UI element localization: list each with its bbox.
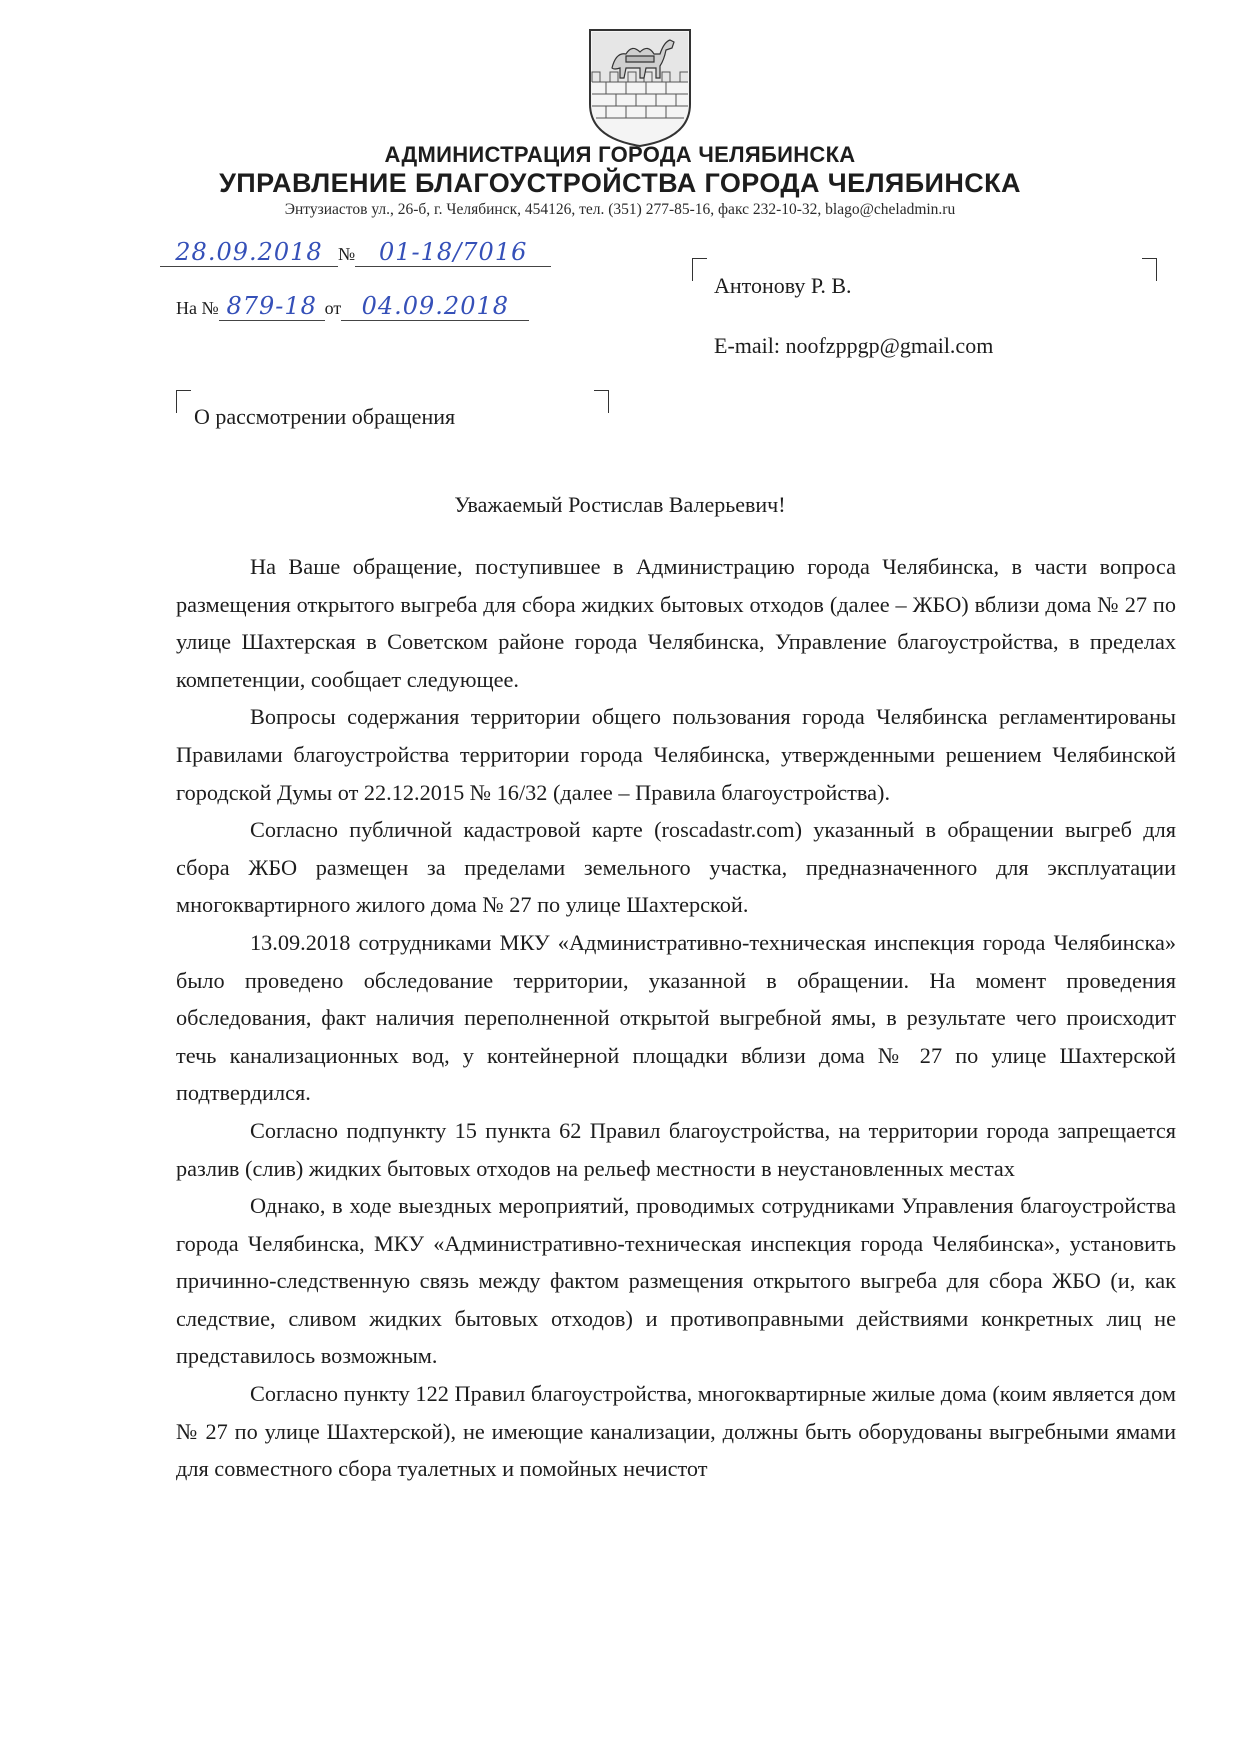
in-reply-label: На №	[176, 298, 219, 318]
addressee-name: Антонову Р. В.	[714, 273, 852, 298]
addressee-email: E-mail: noofzppgp@gmail.com	[714, 333, 994, 358]
subject-bracket-right	[594, 390, 609, 413]
outgoing-date: 28.09.2018	[160, 238, 338, 267]
addressee-bracket-right	[1142, 258, 1157, 281]
body-paragraph: Вопросы содержания территории общего пользования города Челябинска регламентированы Правилами благоустройства территории города Челябинска, утвержденными решением Челябинской городской Думы от 22.12.2015 № 16/32 (далее – Правила благоустройства).	[176, 704, 1176, 805]
body-paragraph: Согласно пункту 122 Правил благоустройства, многоквартирные жилые дома (коим является дом № 27 по улице Шахтерской), не имеющие канализации, должны быть оборудованы выгребными ямами для совместного сбора туалетных и помойных нечистот	[176, 1381, 1176, 1482]
department-name: УПРАВЛЕНИЕ БЛАГОУСТРОЙСТВА ГОРОДА ЧЕЛЯБИНСКА	[219, 168, 1021, 198]
organization-name: АДМИНИСТРАЦИЯ ГОРОДА ЧЕЛЯБИНСКА	[384, 142, 856, 167]
incoming-reference	[176, 292, 529, 321]
incoming-date: 04.09.2018	[341, 292, 529, 321]
city-emblem-icon	[586, 26, 694, 150]
addressee-bracket-left	[692, 258, 707, 281]
body-paragraph: 13.09.2018 сотрудниками МКУ «Административно-техническая инспекция города Челябинска» было проведено обследование территории, указанной в обращении. На момент проведения обследования, факт наличия переполненной открытой выгребной ямы, в результате чего происходит течь канализационных вод, у контейнерной площадки вблизи дома № 27 по улице Шахтерской подтвердился.	[176, 929, 1176, 1106]
body-paragraph: Однако, в ходе выездных мероприятий, проводимых сотрудниками Управления благоустройства города Челябинска, МКУ «Административно-техническая инспекция города Челябинска», установить причинно-следственную связь между фактом размещения открытого выгреба для сбора ЖБО (и, как следствие, сливом жидких бытовых отходов) и противоправными действиями конкретных лиц не представилось возможным.	[176, 1193, 1176, 1369]
number-label: №	[338, 244, 356, 264]
body-paragraph: Согласно публичной кадастровой карте (roscadastr.com) указанный в обращении выгреб для сбора ЖБО размещен за пределами земельного участка, предназначенного для эксплуатации многоквартирного жилого дома № 27 по улице Шахтерской.	[176, 817, 1176, 918]
letter-body	[176, 548, 1176, 1488]
from-label: от	[324, 298, 342, 318]
letter-subject: О рассмотрении обращения	[194, 404, 456, 429]
contact-address: Энтузиастов ул., 26-б, г. Челябинск, 454126, тел. (351) 277-85-16, факс 232-10-32, blago@cheladmin.ru	[284, 201, 956, 218]
outgoing-number: 01-18/7016	[355, 238, 551, 267]
salutation: Уважаемый Ростислав Валерьевич!	[454, 492, 786, 517]
incoming-number: 879-18	[219, 292, 325, 321]
body-paragraph: Согласно подпункту 15 пункта 62 Правил благоустройства, на территории города запрещается разлив (слив) жидких бытовых отходов на рельеф местности в неустановленных местах	[176, 1117, 1176, 1181]
body-paragraph: На Ваше обращение, поступившее в Администрацию города Челябинска, в части вопроса размещения открытого выгреба для сбора жидких бытовых отходов (далее – ЖБО) вблизи дома № 27 по улице Шахтерская в Советском районе города Челябинска, Управление благоустройства, в пределах компетенции, сообщает следующее.	[176, 554, 1176, 692]
subject-bracket-left	[176, 390, 191, 413]
outgoing-registration	[160, 238, 551, 267]
